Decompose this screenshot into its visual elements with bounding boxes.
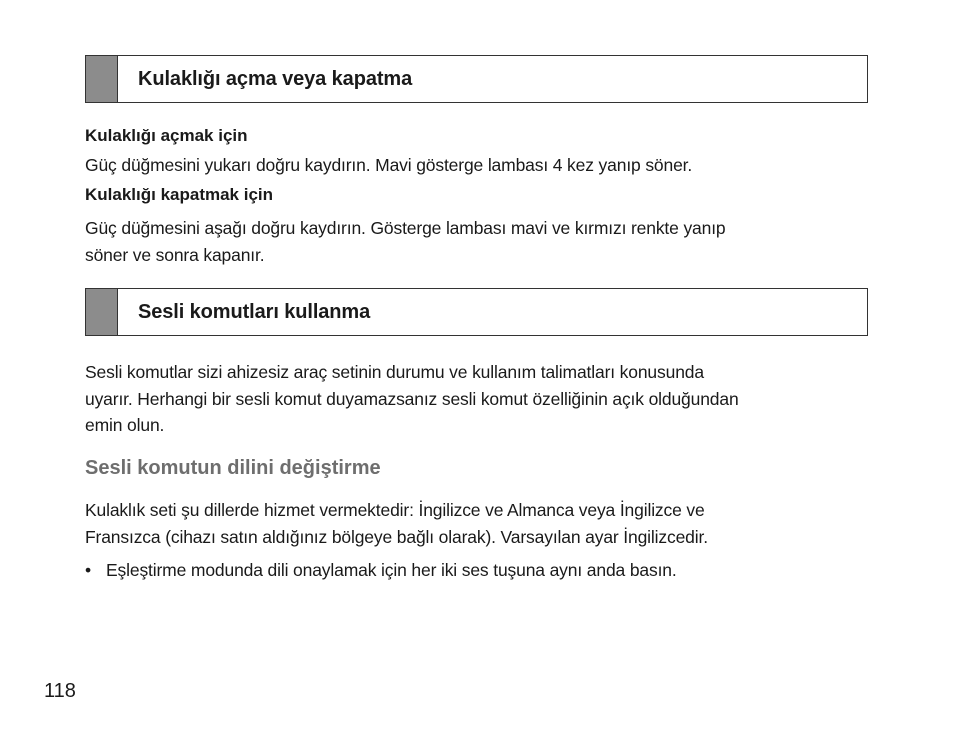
bullet-item	[85, 560, 677, 581]
text-line: uyarır. Herhangi bir sesli komut duyamazsanız sesli komut özelliğinin açık olduğundan	[85, 388, 739, 409]
paragraph-voice-intro	[85, 359, 875, 439]
section-marker	[86, 289, 118, 335]
bullet-text: Eşleştirme modunda dili onaylamak için her iki ses tuşuna aynı anda basın.	[106, 560, 677, 580]
paragraph-power-on	[85, 152, 875, 179]
text-line: Güç düğmesini yukarı doğru kaydırın. Mavi gösterge lambası 4 kez yanıp söner.	[85, 155, 693, 175]
subheading-power-off: Kulaklığı kapatmak için	[85, 185, 274, 204]
section-title: Kulaklığı açma veya kapatma	[138, 67, 413, 90]
paragraph-power-off	[85, 215, 875, 268]
subsection-title-language: Sesli komutun dilini değiştirme	[85, 457, 381, 479]
page-number: 118	[44, 680, 76, 702]
section-header-power	[85, 55, 868, 103]
text-line: Sesli komutlar sizi ahizesiz araç setinin durumu ve kullanım talimatları konusunda	[85, 362, 704, 382]
bullet-dot: •	[85, 560, 91, 580]
section-marker	[86, 56, 118, 102]
text-line: Fransızca (cihazı satın aldığınız bölgeye bağlı olarak). Varsayılan ayar İngilizcedir.	[85, 526, 708, 547]
subheading-power-on: Kulaklığı açmak için	[85, 126, 248, 145]
text-line: söner ve sonra kapanır.	[85, 244, 265, 265]
section-header-voice	[85, 288, 868, 336]
section-title: Sesli komutları kullanma	[138, 300, 371, 323]
paragraph-language	[85, 497, 875, 550]
text-line: Kulaklık seti şu dillerde hizmet vermektedir: İngilizce ve Almanca veya İngilizce ve	[85, 500, 705, 520]
text-line: emin olun.	[85, 415, 165, 435]
text-line: Güç düğmesini aşağı doğru kaydırın. Gösterge lambası mavi ve kırmızı renkte yanıp	[85, 218, 726, 238]
